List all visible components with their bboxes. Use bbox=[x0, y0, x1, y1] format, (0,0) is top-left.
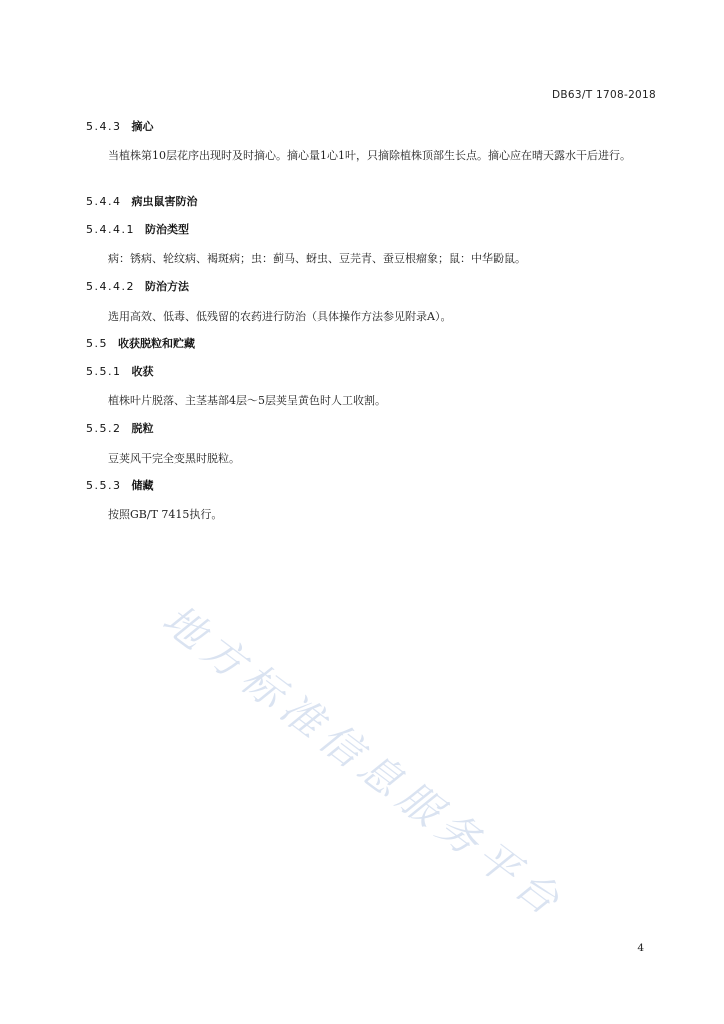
section-title: 防治方法 bbox=[144, 280, 189, 293]
paragraph-pest-methods: 选用高效、低毒、低残留的农药进行防治（具体操作方法参见附录A）。 bbox=[108, 310, 452, 323]
section-title: 收获脱粒和贮藏 bbox=[118, 337, 195, 350]
section-number: 5.4.3 bbox=[86, 120, 122, 133]
section-title: 收获 bbox=[131, 365, 154, 378]
section-heading-5-5-1 bbox=[86, 365, 660, 379]
paragraph-storage: 按照GB/T 7415执行。 bbox=[108, 508, 223, 521]
section-number: 5.5.2 bbox=[86, 422, 122, 435]
paragraph-harvest: 植株叶片脱落、主茎基部4层～5层荚呈黄色时人工收割。 bbox=[108, 394, 386, 407]
section-number: 5.4.4 bbox=[86, 195, 122, 208]
section-heading-5-5 bbox=[86, 337, 660, 351]
section-title: 脱粒 bbox=[131, 422, 154, 435]
section-heading-5-5-3 bbox=[86, 479, 660, 493]
section-title: 储藏 bbox=[131, 479, 154, 492]
section-number: 5.5.3 bbox=[86, 479, 122, 492]
section-title: 摘心 bbox=[131, 120, 154, 133]
paragraph-topping: 当植株第10层花序出现时及时摘心。摘心量1心1叶，只摘除植株顶部生长点。摘心应在晴天露水干后进行。 bbox=[108, 149, 631, 162]
section-heading-5-5-2 bbox=[86, 422, 660, 436]
page-number: 4 bbox=[637, 942, 644, 954]
section-heading-5-4-4-1 bbox=[86, 223, 660, 237]
section-title: 病虫鼠害防治 bbox=[131, 195, 198, 208]
paragraph-threshing: 豆荚风干完全变黑时脱粒。 bbox=[108, 452, 240, 465]
paragraph-pest-types: 病：锈病、轮纹病、褐斑病；虫：蓟马、蚜虫、豆芫青、蚕豆根瘤象；鼠：中华鼢鼠。 bbox=[108, 252, 526, 265]
section-number: 5.4.4.1 bbox=[86, 223, 135, 236]
section-number: 5.4.4.2 bbox=[86, 280, 135, 293]
section-heading-5-4-3 bbox=[86, 120, 660, 134]
watermark-text: 地方标准信息服务平台 bbox=[153, 595, 574, 929]
section-number: 5.5 bbox=[86, 337, 108, 350]
section-number: 5.5.1 bbox=[86, 365, 122, 378]
section-title: 防治类型 bbox=[144, 223, 189, 236]
document-code: DB63/T 1708-2018 bbox=[552, 89, 656, 101]
section-heading-5-4-4-2 bbox=[86, 280, 660, 294]
section-heading-5-4-4 bbox=[86, 195, 660, 209]
